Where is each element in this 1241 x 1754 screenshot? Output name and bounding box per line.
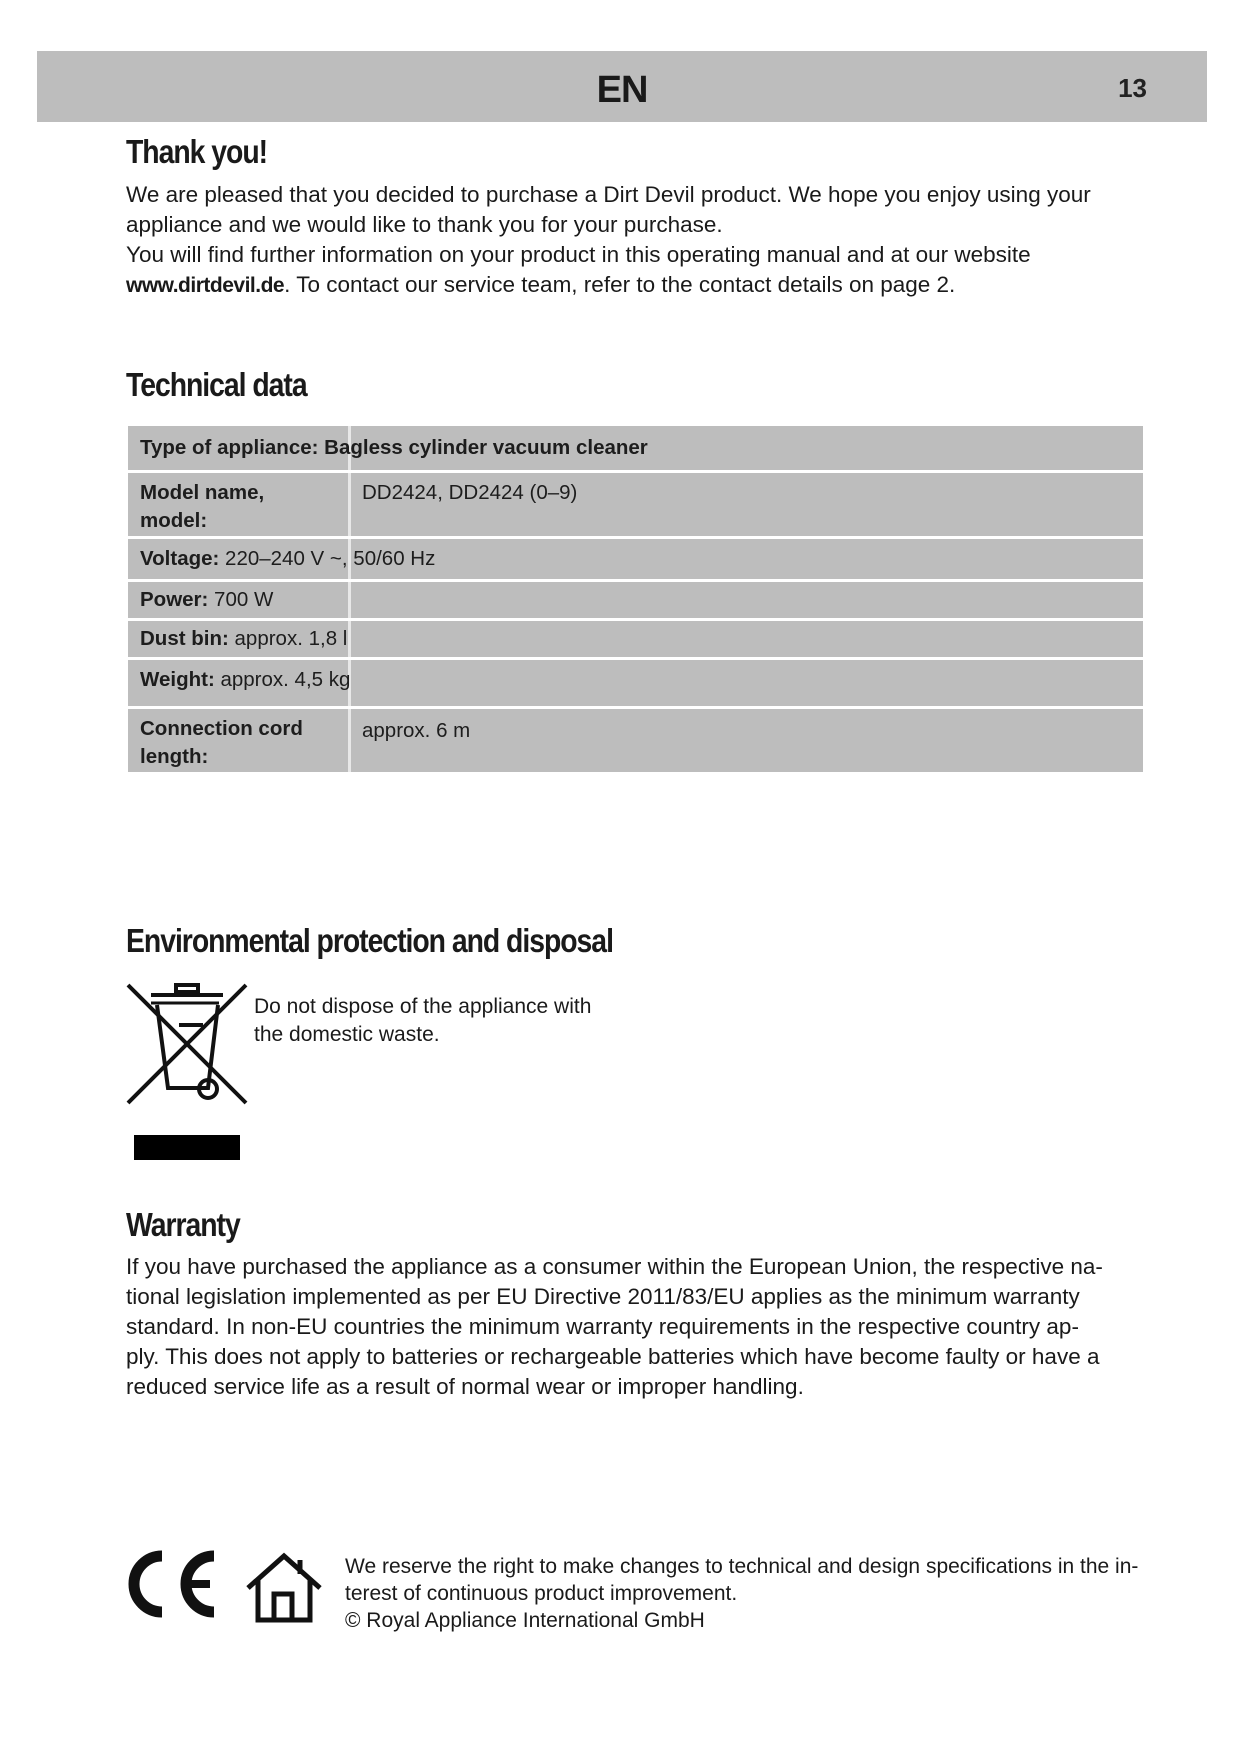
warranty-heading: Warranty — [126, 1206, 240, 1243]
table-row — [128, 621, 1143, 657]
row-value: approx. 4,5 kg — [214, 668, 351, 691]
language-label: EN — [596, 69, 648, 111]
crossed-bin-icon — [126, 983, 248, 1108]
disposal-text — [254, 993, 654, 1049]
weee-bar — [134, 1135, 240, 1160]
table-row — [128, 426, 1143, 470]
row-label: Connection cord — [140, 717, 303, 740]
warranty-line: reduced service life as a result of normal wear or improper handling. — [126, 1374, 804, 1399]
warranty-line: standard. In non-EU countries the minimum warranty requirements in the respective country ap- — [126, 1314, 1079, 1339]
row-label: Model name, — [140, 481, 265, 504]
row-label: Weight: — [140, 668, 215, 691]
table-row — [128, 473, 1143, 536]
footer-line-2: terest of continuous product improvement. — [345, 1582, 738, 1605]
disposal-text-line-2: the domestic waste. — [254, 1023, 440, 1046]
row-label: Dust bin: — [140, 627, 229, 650]
warranty-text — [126, 1252, 1146, 1402]
row-value: DD2424, DD2424 (0–9) — [362, 481, 578, 504]
row-value: 220–240 V ~, 50/60 Hz — [219, 547, 436, 570]
warranty-line: ply. This does not apply to batteries or rechargeable batteries which have become faulty or have a — [126, 1344, 1100, 1369]
thank-you-line-4 — [126, 270, 1146, 301]
row-label: Power: — [140, 588, 209, 611]
page-header — [37, 51, 1207, 122]
thank-you-text — [126, 180, 1146, 301]
table-row — [128, 709, 1143, 772]
row-value: Bagless cylinder vacuum cleaner — [318, 436, 648, 459]
row-label: Type of appliance: — [140, 436, 319, 459]
warranty-line: tional legislation implemented as per EU Directive 2011/83/EU applies as the minimum warranty — [126, 1284, 1080, 1309]
footer-text — [345, 1553, 1145, 1634]
disposal-text-line-1: Do not dispose of the appliance with — [254, 995, 592, 1018]
thank-you-line-2: appliance and we would like to thank you for your purchase. — [126, 212, 723, 237]
table-row — [128, 660, 1143, 706]
indoor-use-icon — [244, 1552, 324, 1624]
table-row — [128, 582, 1143, 618]
environment-heading: Environmental protection and disposal — [126, 922, 613, 959]
technical-data-heading: Technical data — [126, 366, 307, 403]
warranty-line: If you have purchased the appliance as a consumer within the European Union, the respective na- — [126, 1254, 1103, 1279]
table-row — [128, 539, 1143, 579]
footer-copyright: © Royal Appliance International GmbH — [345, 1609, 705, 1632]
row-label: length: — [140, 745, 209, 768]
thank-you-line-3: You will find further information on your product in this operating manual and at our website — [126, 242, 1031, 267]
thank-you-line-4-rest: . To contact our service team, refer to the contact details on page 2. — [284, 272, 956, 297]
row-label: model: — [140, 509, 208, 532]
row-label: Voltage: — [140, 547, 220, 570]
page-number: 13 — [1118, 73, 1147, 103]
thank-you-line-1: We are pleased that you decided to purchase a Dirt Devil product. We hope you enjoy using your — [126, 182, 1091, 207]
footer-line-1: We reserve the right to make changes to technical and design specifications in the in- — [345, 1555, 1139, 1578]
row-value: approx. 6 m — [362, 719, 471, 742]
ce-mark-icon — [124, 1548, 218, 1620]
website-link[interactable]: www.dirtdevil.de — [126, 274, 285, 297]
thank-you-heading: Thank you! — [126, 133, 268, 170]
row-value: approx. 1,8 l — [228, 627, 348, 650]
row-value: 700 W — [208, 588, 274, 611]
